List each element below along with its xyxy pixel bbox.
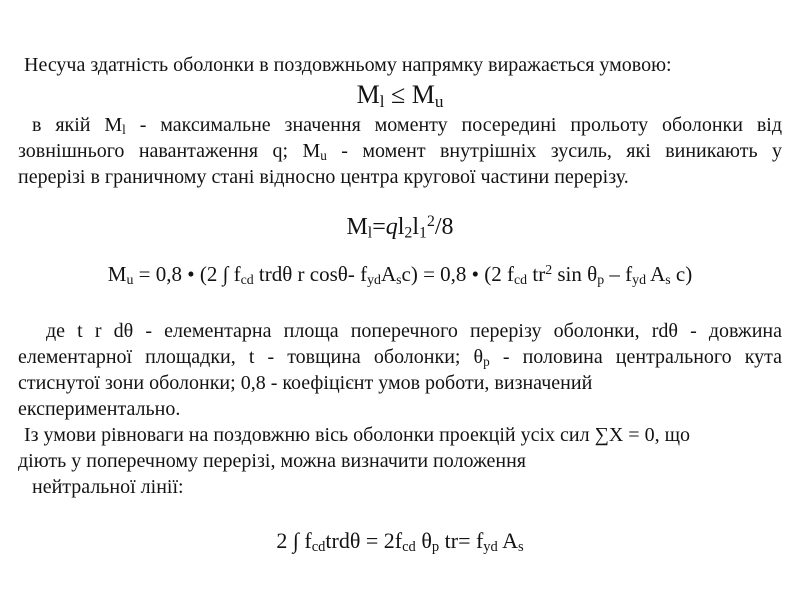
subscript: s bbox=[665, 272, 671, 288]
formula-neutral-axis bbox=[18, 526, 782, 556]
text-run: tr= f bbox=[439, 528, 484, 553]
equilibrium-paragraph-line-3 bbox=[18, 474, 782, 500]
text-run: ≤ M bbox=[384, 80, 435, 109]
text-run: в якій M bbox=[32, 114, 123, 136]
subscript: u bbox=[126, 272, 134, 288]
subscript: cd bbox=[311, 539, 326, 556]
subscript: l bbox=[122, 121, 126, 137]
condition-formula bbox=[18, 78, 782, 112]
formula-ml bbox=[18, 212, 782, 242]
subscript: cd bbox=[402, 539, 416, 556]
text-run: c) = 0,8 • (2 f bbox=[401, 262, 515, 286]
text-run: - максимальне значення моменту посередині прольоту оболонки від bbox=[125, 114, 783, 136]
text-run: - момент внутрішніх зусиль, які виникають у bbox=[326, 140, 782, 162]
subscript: cd bbox=[514, 272, 528, 288]
variable: M bbox=[107, 262, 127, 286]
text-run: tr bbox=[527, 262, 546, 286]
text-run: елементарної площадки, t - товщина оболонки; θ bbox=[18, 346, 484, 368]
text-run: = 0,8 • (2 ∫ f bbox=[133, 262, 241, 286]
variable: q bbox=[385, 214, 398, 240]
formula-mu bbox=[18, 260, 782, 288]
text-run: A bbox=[497, 528, 518, 553]
text-run: A bbox=[646, 262, 666, 286]
text-run: - половина центрального кута bbox=[489, 346, 783, 368]
subscript: u bbox=[320, 147, 327, 163]
text-run: trdθ r cosθ- f bbox=[253, 262, 368, 286]
subscript: u bbox=[434, 91, 444, 111]
subscript: cd bbox=[240, 272, 254, 288]
elements-paragraph-line-2 bbox=[18, 344, 782, 370]
subscript: p bbox=[431, 539, 440, 556]
subscript: yd bbox=[483, 539, 498, 556]
superscript: 2 bbox=[426, 213, 435, 231]
text-run: діють у поперечному перерізі, можна визначити положення bbox=[18, 450, 526, 472]
text-run: нейтральної лінії: bbox=[32, 476, 184, 498]
text-run: = bbox=[372, 214, 386, 240]
subscript: yd bbox=[632, 272, 646, 288]
text-run: 2 ∫ f bbox=[276, 528, 312, 553]
subscript: p bbox=[597, 272, 605, 288]
text-run: θ bbox=[415, 528, 432, 553]
subscript: 1 bbox=[419, 224, 427, 242]
subscript: 2 bbox=[404, 224, 413, 242]
subscript: l bbox=[367, 224, 373, 242]
variable: M bbox=[346, 214, 368, 240]
subscript: p bbox=[483, 353, 490, 369]
subscript: l bbox=[379, 91, 385, 111]
definition-paragraph-line-2 bbox=[18, 138, 782, 164]
text-run: зовнішнього навантаження q; M bbox=[18, 140, 321, 162]
text-run: trdθ = 2f bbox=[325, 528, 403, 553]
equilibrium-paragraph-line-2 bbox=[18, 448, 782, 474]
elements-paragraph-line-4 bbox=[18, 396, 782, 422]
subscript: s bbox=[518, 539, 524, 556]
text-run: – f bbox=[604, 262, 633, 286]
elements-paragraph-line-3 bbox=[18, 370, 782, 396]
text-run: стиснутої зони оболонки; 0,8 - коефіцієнт умов роботи, визначений bbox=[18, 372, 593, 394]
superscript: 2 bbox=[545, 262, 553, 278]
variable: A bbox=[380, 262, 397, 286]
subscript: s bbox=[396, 272, 402, 288]
text-run: sin θ bbox=[552, 262, 598, 286]
variable: l bbox=[412, 214, 420, 240]
elements-paragraph-line-1 bbox=[18, 318, 782, 344]
definition-paragraph-line-3 bbox=[18, 164, 782, 190]
equilibrium-paragraph-line-1 bbox=[18, 422, 782, 448]
text-run: /8 bbox=[434, 214, 454, 240]
text-run: c) bbox=[670, 262, 693, 286]
intro-sentence bbox=[18, 52, 782, 78]
text-run: Із умови рівноваги на поздовжню вісь оболонки проекцій усіх сил ∑X = 0, що bbox=[24, 424, 690, 446]
text-run: Несуча здатність оболонки в поздовжньому напрямку виражається умовою: bbox=[24, 54, 672, 76]
text-run: експериментально. bbox=[18, 398, 181, 420]
text-run: перерізі в граничному стані відносно центра кругової частини перерізу. bbox=[18, 166, 629, 188]
variable: l bbox=[397, 214, 405, 240]
subscript: yd bbox=[367, 272, 381, 288]
text-run: де t r dθ - елементарна площа поперечного перерізу оболонки, rdθ - довжина bbox=[46, 320, 782, 342]
variable: M bbox=[356, 80, 380, 109]
definition-paragraph-line-1 bbox=[18, 112, 782, 138]
